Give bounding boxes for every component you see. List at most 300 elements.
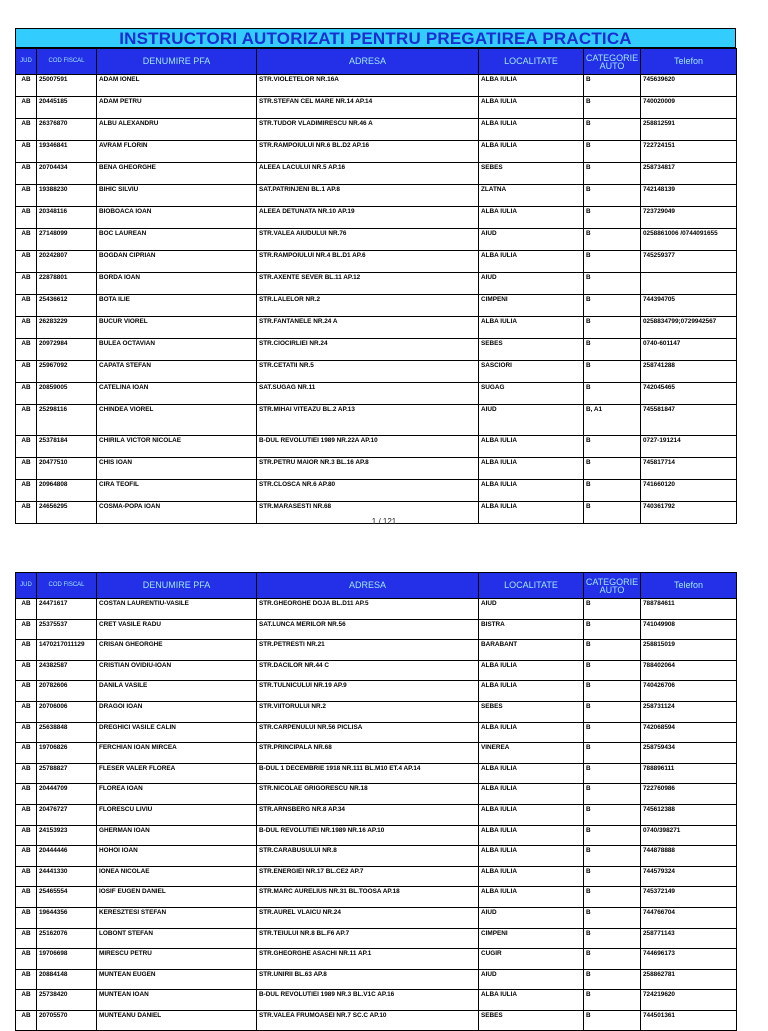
table-header-row bbox=[16, 49, 737, 75]
cell-denumire: FLORESCU LIVIU bbox=[97, 804, 257, 825]
cell-telefon: 0740-601147 bbox=[641, 339, 737, 361]
cell-denumire: BIHIC SILVIU bbox=[97, 185, 257, 207]
cell-telefon: 0727-191214 bbox=[641, 436, 737, 458]
table-row bbox=[16, 361, 737, 383]
header-denumire: DENUMIRE PFA bbox=[97, 49, 257, 75]
cell-jud: AB bbox=[16, 383, 37, 405]
cell-categorie: B bbox=[584, 295, 641, 317]
cell-categorie: B bbox=[584, 701, 641, 722]
cell-localitate: BISTRA bbox=[479, 619, 584, 640]
cell-telefon: 744394705 bbox=[641, 295, 737, 317]
header-localitate: LOCALITATE bbox=[479, 49, 584, 75]
cell-localitate: ALBA IULIA bbox=[479, 887, 584, 908]
cell-cod-fiscal: 26376870 bbox=[37, 119, 97, 141]
table-row bbox=[16, 640, 737, 661]
cell-telefon: 258862781 bbox=[641, 969, 737, 990]
cell-adresa: STR.CARABUSULUI NR.8 bbox=[257, 846, 479, 867]
cell-telefon: 745817714 bbox=[641, 458, 737, 480]
cell-adresa: STR.GHEORGHE DOJA BL.D11 AP.5 bbox=[257, 599, 479, 620]
cell-cod-fiscal: 25378184 bbox=[37, 436, 97, 458]
cell-localitate: ALBA IULIA bbox=[479, 846, 584, 867]
cell-telefon: 740020009 bbox=[641, 97, 737, 119]
cell-categorie: B bbox=[584, 825, 641, 846]
cell-cod-fiscal: 20704434 bbox=[37, 163, 97, 185]
cell-denumire: CAPATA STEFAN bbox=[97, 361, 257, 383]
table-row bbox=[16, 480, 737, 502]
cell-denumire: BUCUR VIOREL bbox=[97, 317, 257, 339]
cell-cod-fiscal: 19706698 bbox=[37, 949, 97, 970]
cell-localitate: ALBA IULIA bbox=[479, 458, 584, 480]
header-denumire: DENUMIRE PFA bbox=[97, 573, 257, 599]
table-row bbox=[16, 743, 737, 764]
sheet-page-2 bbox=[15, 572, 736, 1031]
table-row bbox=[16, 295, 737, 317]
cell-localitate: ALBA IULIA bbox=[479, 660, 584, 681]
header-categorie: CATEGORIE AUTO bbox=[584, 49, 641, 75]
table-row bbox=[16, 681, 737, 702]
cell-categorie: B bbox=[584, 97, 641, 119]
cell-denumire: FERCHIAN IOAN MIRCEA bbox=[97, 743, 257, 764]
cell-cod-fiscal: 19388230 bbox=[37, 185, 97, 207]
cell-denumire: BORDA IOAN bbox=[97, 273, 257, 295]
cell-cod-fiscal: 20445185 bbox=[37, 97, 97, 119]
cell-categorie: B bbox=[584, 339, 641, 361]
cell-localitate: SEBES bbox=[479, 1010, 584, 1031]
cell-cod-fiscal: 24382587 bbox=[37, 660, 97, 681]
table-row bbox=[16, 97, 737, 119]
cell-categorie: B bbox=[584, 866, 641, 887]
cell-denumire: MUNTEANU DANIEL bbox=[97, 1010, 257, 1031]
cell-localitate: CIMPENI bbox=[479, 928, 584, 949]
cell-localitate: ALBA IULIA bbox=[479, 990, 584, 1011]
cell-categorie: B bbox=[584, 480, 641, 502]
cell-jud: AB bbox=[16, 907, 37, 928]
cell-telefon: 788784611 bbox=[641, 599, 737, 620]
cell-denumire: CATELINA IOAN bbox=[97, 383, 257, 405]
header-localitate: LOCALITATE bbox=[479, 573, 584, 599]
cell-telefon: 744878888 bbox=[641, 846, 737, 867]
cell-telefon: 258734817 bbox=[641, 163, 737, 185]
cell-jud: AB bbox=[16, 436, 37, 458]
cell-adresa: STR.FANTANELE NR.24 A bbox=[257, 317, 479, 339]
cell-telefon: 722760986 bbox=[641, 784, 737, 805]
cell-cod-fiscal: 25967092 bbox=[37, 361, 97, 383]
cell-categorie: B bbox=[584, 928, 641, 949]
cell-cod-fiscal: 20706006 bbox=[37, 701, 97, 722]
cell-denumire: ADAM IONEL bbox=[97, 75, 257, 97]
cell-jud: AB bbox=[16, 846, 37, 867]
cell-denumire: CRISTIAN OVIDIU-IOAN bbox=[97, 660, 257, 681]
cell-cod-fiscal: 24471617 bbox=[37, 599, 97, 620]
cell-adresa: STR.AUREL VLAICU NR.24 bbox=[257, 907, 479, 928]
cell-adresa: STR.UNIRII BL.63 AP.8 bbox=[257, 969, 479, 990]
cell-adresa: STR.TEIULUI NR.8 BL.F6 AP.7 bbox=[257, 928, 479, 949]
cell-adresa: STR.ARNSBERG NR.8 AP.34 bbox=[257, 804, 479, 825]
cell-cod-fiscal: 20444709 bbox=[37, 784, 97, 805]
cell-categorie: B bbox=[584, 743, 641, 764]
table-row bbox=[16, 866, 737, 887]
cell-categorie: B bbox=[584, 640, 641, 661]
cell-categorie: B bbox=[584, 990, 641, 1011]
cell-adresa: STR.MARC AURELIUS NR.31 BL.TOOSA AP.18 bbox=[257, 887, 479, 908]
cell-jud: AB bbox=[16, 97, 37, 119]
cell-localitate: AIUD bbox=[479, 969, 584, 990]
cell-telefon: 744579324 bbox=[641, 866, 737, 887]
header-adresa: ADRESA bbox=[257, 49, 479, 75]
table-row bbox=[16, 722, 737, 743]
cell-localitate: ZLATNA bbox=[479, 185, 584, 207]
cell-denumire: DREGHICI VASILE CALIN bbox=[97, 722, 257, 743]
cell-telefon: 741049908 bbox=[641, 619, 737, 640]
cell-adresa: STR.PETRESTI NR.21 bbox=[257, 640, 479, 661]
cell-telefon: 745639620 bbox=[641, 75, 737, 97]
cell-categorie: B bbox=[584, 804, 641, 825]
cell-cod-fiscal: 24441330 bbox=[37, 866, 97, 887]
table-row bbox=[16, 1010, 737, 1031]
cell-telefon: 258759434 bbox=[641, 743, 737, 764]
cell-jud: AB bbox=[16, 273, 37, 295]
cell-cod-fiscal: 22878801 bbox=[37, 273, 97, 295]
cell-telefon: 742045465 bbox=[641, 383, 737, 405]
table-row bbox=[16, 207, 737, 229]
cell-jud: AB bbox=[16, 722, 37, 743]
cell-denumire: MUNTEAN EUGEN bbox=[97, 969, 257, 990]
cell-localitate: ALBA IULIA bbox=[479, 681, 584, 702]
cell-denumire: MIRESCU PETRU bbox=[97, 949, 257, 970]
table-row bbox=[16, 804, 737, 825]
cell-telefon: 745372149 bbox=[641, 887, 737, 908]
table-row bbox=[16, 185, 737, 207]
cell-denumire: CHIS IOAN bbox=[97, 458, 257, 480]
cell-telefon: 744696173 bbox=[641, 949, 737, 970]
cell-cod-fiscal: 20972984 bbox=[37, 339, 97, 361]
table-row bbox=[16, 701, 737, 722]
cell-categorie: B bbox=[584, 887, 641, 908]
cell-cod-fiscal: 25436612 bbox=[37, 295, 97, 317]
cell-denumire: BOC LAUREAN bbox=[97, 229, 257, 251]
cell-cod-fiscal: 25298116 bbox=[37, 405, 97, 436]
cell-cod-fiscal: 19706826 bbox=[37, 743, 97, 764]
cell-telefon: 741660120 bbox=[641, 480, 737, 502]
cell-adresa: STR.NICOLAE GRIGORESCU NR.18 bbox=[257, 784, 479, 805]
cell-denumire: CIRA TEOFIL bbox=[97, 480, 257, 502]
cell-denumire: GHERMAN IOAN bbox=[97, 825, 257, 846]
cell-localitate: ALBA IULIA bbox=[479, 784, 584, 805]
cell-denumire: BIOBOACA IOAN bbox=[97, 207, 257, 229]
cell-localitate: CUGIR bbox=[479, 949, 584, 970]
cell-localitate: ALBA IULIA bbox=[479, 207, 584, 229]
cell-adresa: B-DUL REVOLUTIEI 1989 NR.3 BL.V1C AP.16 bbox=[257, 990, 479, 1011]
table-row bbox=[16, 928, 737, 949]
cell-cod-fiscal: 20444446 bbox=[37, 846, 97, 867]
cell-jud: AB bbox=[16, 502, 37, 524]
cell-localitate: ALBA IULIA bbox=[479, 804, 584, 825]
cell-denumire: CRISAN GHEORGHE bbox=[97, 640, 257, 661]
cell-telefon bbox=[641, 273, 737, 295]
cell-categorie: B bbox=[584, 784, 641, 805]
cell-adresa: SAT.SUGAG NR.11 bbox=[257, 383, 479, 405]
table-row bbox=[16, 229, 737, 251]
cell-categorie: B, A1 bbox=[584, 405, 641, 436]
cell-localitate: VINEREA bbox=[479, 743, 584, 764]
cell-adresa: ALEEA DETUNATA NR.10 AP.19 bbox=[257, 207, 479, 229]
cell-localitate: ALBA IULIA bbox=[479, 480, 584, 502]
header-jud: JUD bbox=[16, 49, 37, 75]
cell-denumire: DANILA VASILE bbox=[97, 681, 257, 702]
cell-categorie: B bbox=[584, 317, 641, 339]
instructors-table-page-1 bbox=[15, 48, 737, 524]
cell-categorie: B bbox=[584, 458, 641, 480]
cell-localitate: ALBA IULIA bbox=[479, 119, 584, 141]
cell-cod-fiscal: 20782606 bbox=[37, 681, 97, 702]
table-row bbox=[16, 660, 737, 681]
cell-cod-fiscal: 20859005 bbox=[37, 383, 97, 405]
cell-localitate: ALBA IULIA bbox=[479, 141, 584, 163]
cell-jud: AB bbox=[16, 339, 37, 361]
header-cod-fiscal: COD FISCAL bbox=[37, 49, 97, 75]
cell-adresa: B-DUL REVOLUTIEI NR.1989 NR.16 AP.10 bbox=[257, 825, 479, 846]
cell-telefon: 744501361 bbox=[641, 1010, 737, 1031]
cell-jud: AB bbox=[16, 928, 37, 949]
table-row bbox=[16, 907, 737, 928]
cell-adresa: STR.MARASESTI NR.68 bbox=[257, 502, 479, 524]
cell-jud: AB bbox=[16, 990, 37, 1011]
cell-cod-fiscal: 27148099 bbox=[37, 229, 97, 251]
cell-localitate: ALBA IULIA bbox=[479, 722, 584, 743]
cell-denumire: LOBONT STEFAN bbox=[97, 928, 257, 949]
cell-adresa: STR.VALEA AIUDULUI NR.76 bbox=[257, 229, 479, 251]
cell-telefon: 258815019 bbox=[641, 640, 737, 661]
cell-cod-fiscal: 19346841 bbox=[37, 141, 97, 163]
cell-telefon: 740426706 bbox=[641, 681, 737, 702]
cell-categorie: B bbox=[584, 681, 641, 702]
cell-localitate: ALBA IULIA bbox=[479, 75, 584, 97]
cell-jud: AB bbox=[16, 295, 37, 317]
table-row bbox=[16, 163, 737, 185]
cell-adresa: STR.VIITORULUI NR.2 bbox=[257, 701, 479, 722]
cell-denumire: BOTA ILIE bbox=[97, 295, 257, 317]
table-row bbox=[16, 75, 737, 97]
cell-jud: AB bbox=[16, 185, 37, 207]
cell-denumire: MUNTEAN IOAN bbox=[97, 990, 257, 1011]
cell-categorie: B bbox=[584, 619, 641, 640]
cell-telefon: 258812591 bbox=[641, 119, 737, 141]
cell-categorie: B bbox=[584, 969, 641, 990]
cell-jud: AB bbox=[16, 969, 37, 990]
cell-denumire: ADAM PETRU bbox=[97, 97, 257, 119]
cell-adresa: STR.VIOLETELOR NR.16A bbox=[257, 75, 479, 97]
cell-jud: AB bbox=[16, 1010, 37, 1031]
cell-localitate: SEBES bbox=[479, 163, 584, 185]
cell-cod-fiscal: 1470217011129 bbox=[37, 640, 97, 661]
cell-categorie: B bbox=[584, 599, 641, 620]
cell-jud: AB bbox=[16, 681, 37, 702]
table-row bbox=[16, 619, 737, 640]
cell-categorie: B bbox=[584, 1010, 641, 1031]
cell-adresa: SAT.LUNCA MERILOR NR.56 bbox=[257, 619, 479, 640]
table-row bbox=[16, 949, 737, 970]
table-row bbox=[16, 825, 737, 846]
cell-localitate: ALBA IULIA bbox=[479, 502, 584, 524]
cell-denumire: KERESZTESI STEFAN bbox=[97, 907, 257, 928]
cell-adresa: STR.RAMPOIULUI NR.6 BL.D2 AP.16 bbox=[257, 141, 479, 163]
cell-telefon: 0258834799;0729942567 bbox=[641, 317, 737, 339]
cell-telefon: 742148139 bbox=[641, 185, 737, 207]
cell-localitate: AIUD bbox=[479, 273, 584, 295]
table-row bbox=[16, 763, 737, 784]
cell-categorie: B bbox=[584, 229, 641, 251]
cell-cod-fiscal: 20476727 bbox=[37, 804, 97, 825]
cell-adresa: STR.STEFAN CEL MARE NR.14 AP.14 bbox=[257, 97, 479, 119]
cell-jud: AB bbox=[16, 804, 37, 825]
header-telefon: Telefon bbox=[641, 49, 737, 75]
cell-jud: AB bbox=[16, 361, 37, 383]
cell-localitate: SEBES bbox=[479, 701, 584, 722]
cell-denumire: BULEA OCTAVIAN bbox=[97, 339, 257, 361]
cell-categorie: B bbox=[584, 660, 641, 681]
cell-jud: AB bbox=[16, 949, 37, 970]
cell-categorie: B bbox=[584, 185, 641, 207]
cell-cod-fiscal: 24153923 bbox=[37, 825, 97, 846]
cell-cod-fiscal: 19644356 bbox=[37, 907, 97, 928]
cell-cod-fiscal: 24656295 bbox=[37, 502, 97, 524]
header-adresa: ADRESA bbox=[257, 573, 479, 599]
cell-telefon: 0258861006 /0744091655 bbox=[641, 229, 737, 251]
cell-localitate: ALBA IULIA bbox=[479, 251, 584, 273]
cell-denumire: DRAGOI IOAN bbox=[97, 701, 257, 722]
cell-adresa: STR.AXENTE SEVER BL.11 AP.12 bbox=[257, 273, 479, 295]
cell-categorie: B bbox=[584, 502, 641, 524]
table-row bbox=[16, 119, 737, 141]
cell-adresa: STR.LALELOR NR.2 bbox=[257, 295, 479, 317]
cell-jud: AB bbox=[16, 75, 37, 97]
cell-telefon: 745612388 bbox=[641, 804, 737, 825]
cell-jud: AB bbox=[16, 763, 37, 784]
cell-cod-fiscal: 20242807 bbox=[37, 251, 97, 273]
cell-denumire: IONEA NICOLAE bbox=[97, 866, 257, 887]
cell-categorie: B bbox=[584, 251, 641, 273]
cell-denumire: BENA GHEORGHE bbox=[97, 163, 257, 185]
cell-telefon: 258771143 bbox=[641, 928, 737, 949]
cell-jud: AB bbox=[16, 480, 37, 502]
table-row bbox=[16, 969, 737, 990]
cell-telefon: 258731124 bbox=[641, 701, 737, 722]
cell-adresa: B-DUL REVOLUTIEI 1989 NR.22A AP.10 bbox=[257, 436, 479, 458]
table-header-row bbox=[16, 573, 737, 599]
table-row bbox=[16, 599, 737, 620]
cell-denumire: FLESER VALER FLOREA bbox=[97, 763, 257, 784]
cell-jud: AB bbox=[16, 866, 37, 887]
instructors-table-page-2 bbox=[15, 572, 737, 1031]
cell-jud: AB bbox=[16, 784, 37, 805]
cell-denumire: ALBU ALEXANDRU bbox=[97, 119, 257, 141]
table-row bbox=[16, 990, 737, 1011]
cell-jud: AB bbox=[16, 405, 37, 436]
cell-adresa: STR.CARPENULUI NR.56 PICLISA bbox=[257, 722, 479, 743]
cell-localitate: AIUD bbox=[479, 405, 584, 436]
cell-jud: AB bbox=[16, 640, 37, 661]
cell-denumire: FLOREA IOAN bbox=[97, 784, 257, 805]
cell-telefon: 0740/398271 bbox=[641, 825, 737, 846]
cell-adresa: B-DUL 1 DECEMBRIE 1918 NR.111 BL.M10 ET.4 AP.14 bbox=[257, 763, 479, 784]
cell-adresa: STR.TULNICULUI NR.19 AP.9 bbox=[257, 681, 479, 702]
cell-adresa: STR.PETRU MAIOR NR.3 BL.16 AP.8 bbox=[257, 458, 479, 480]
cell-localitate: ALBA IULIA bbox=[479, 97, 584, 119]
document-title: INSTRUCTORI AUTORIZATI PENTRU PREGATIREA PRACTICA bbox=[15, 28, 736, 48]
header-jud: JUD bbox=[16, 573, 37, 599]
cell-denumire: COSTAN LAURENTIU-VASILE bbox=[97, 599, 257, 620]
cell-adresa: STR.ENERGIEI NR.17 BL.CE2 AP.7 bbox=[257, 866, 479, 887]
cell-localitate: AIUD bbox=[479, 907, 584, 928]
cell-adresa: STR.GHEORGHE ASACHI NR.11 AP.1 bbox=[257, 949, 479, 970]
cell-cod-fiscal: 25465554 bbox=[37, 887, 97, 908]
cell-telefon: 724219620 bbox=[641, 990, 737, 1011]
cell-denumire: CRET VASILE RADU bbox=[97, 619, 257, 640]
cell-telefon: 740361792 bbox=[641, 502, 737, 524]
table-row bbox=[16, 458, 737, 480]
header-cod-fiscal: COD FISCAL bbox=[37, 573, 97, 599]
cell-adresa: STR.VALEA FRUMOASEI NR.7 SC.C AP.10 bbox=[257, 1010, 479, 1031]
page-number: 1 / 121 bbox=[371, 517, 397, 526]
table-row bbox=[16, 887, 737, 908]
cell-denumire: CHINDEA VIOREL bbox=[97, 405, 257, 436]
cell-cod-fiscal: 26283229 bbox=[37, 317, 97, 339]
cell-denumire: HOHOI IOAN bbox=[97, 846, 257, 867]
cell-categorie: B bbox=[584, 361, 641, 383]
cell-telefon: 723729049 bbox=[641, 207, 737, 229]
cell-localitate: ALBA IULIA bbox=[479, 763, 584, 784]
cell-jud: AB bbox=[16, 163, 37, 185]
cell-adresa: STR.MIHAI VITEAZU BL.2 AP.13 bbox=[257, 405, 479, 436]
cell-jud: AB bbox=[16, 317, 37, 339]
cell-adresa: STR.PRINCIPALA NR.68 bbox=[257, 743, 479, 764]
cell-adresa: SAT.PATRINJENI BL.1 AP.8 bbox=[257, 185, 479, 207]
cell-categorie: B bbox=[584, 207, 641, 229]
cell-localitate: SASCIORI bbox=[479, 361, 584, 383]
cell-categorie: B bbox=[584, 141, 641, 163]
cell-telefon: 788402064 bbox=[641, 660, 737, 681]
cell-cod-fiscal: 20348116 bbox=[37, 207, 97, 229]
header-categorie: CATEGORIE AUTO bbox=[584, 573, 641, 599]
table-row bbox=[16, 846, 737, 867]
cell-telefon: 745581847 bbox=[641, 405, 737, 436]
cell-denumire: CHIRILA VICTOR NICOLAE bbox=[97, 436, 257, 458]
cell-cod-fiscal: 25788827 bbox=[37, 763, 97, 784]
table-row bbox=[16, 436, 737, 458]
cell-localitate: ALBA IULIA bbox=[479, 436, 584, 458]
table-row bbox=[16, 251, 737, 273]
cell-jud: AB bbox=[16, 599, 37, 620]
sheet-page-1 bbox=[15, 28, 736, 524]
cell-categorie: B bbox=[584, 846, 641, 867]
cell-jud: AB bbox=[16, 619, 37, 640]
cell-categorie: B bbox=[584, 436, 641, 458]
cell-cod-fiscal: 20884148 bbox=[37, 969, 97, 990]
cell-jud: AB bbox=[16, 825, 37, 846]
cell-categorie: B bbox=[584, 722, 641, 743]
cell-cod-fiscal: 20964808 bbox=[37, 480, 97, 502]
cell-localitate: ALBA IULIA bbox=[479, 866, 584, 887]
cell-telefon: 722724151 bbox=[641, 141, 737, 163]
cell-localitate: ALBA IULIA bbox=[479, 317, 584, 339]
cell-telefon: 788896111 bbox=[641, 763, 737, 784]
cell-jud: AB bbox=[16, 141, 37, 163]
cell-localitate: SEBES bbox=[479, 339, 584, 361]
cell-cod-fiscal: 25162076 bbox=[37, 928, 97, 949]
cell-categorie: B bbox=[584, 75, 641, 97]
cell-cod-fiscal: 25638848 bbox=[37, 722, 97, 743]
cell-denumire: AVRAM FLORIN bbox=[97, 141, 257, 163]
